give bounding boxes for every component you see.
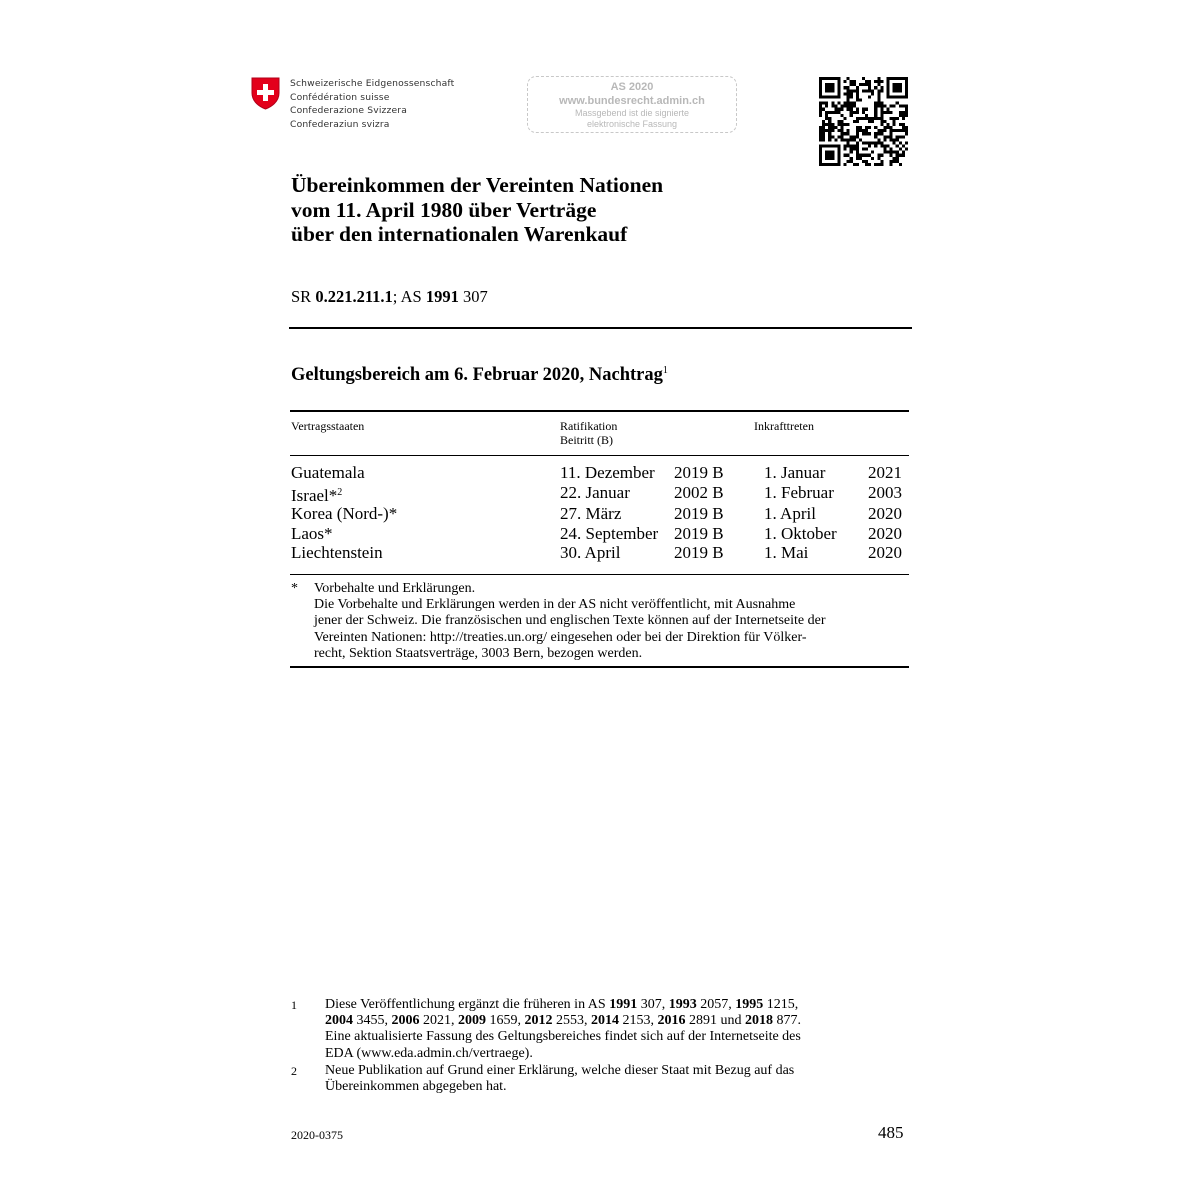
as-page: 307 — [458, 287, 488, 306]
ratification-date-cell — [560, 483, 630, 503]
state-cell — [291, 524, 333, 544]
entry-year-cell — [868, 543, 902, 563]
ratification-year-cell — [674, 463, 724, 483]
footnote-text-run: 1659, — [486, 1013, 525, 1029]
ratification-date-cell-text: 27. März — [560, 504, 622, 523]
stamp-volume: AS 2020 — [610, 81, 654, 93]
title-line-2: vom 11. April 1980 über Verträge — [291, 197, 597, 222]
section-footnote-ref: 1 — [662, 365, 668, 376]
footnote-2-text — [325, 1063, 905, 1095]
footnote-text-run: 877. — [773, 1013, 801, 1029]
state-cell-text: Liechtenstein — [291, 543, 383, 562]
stamp-note-1: Massgebend ist die signierte — [574, 108, 690, 118]
entry-year-cell-text: 2020 — [868, 504, 902, 523]
footnote-2-line-2: Übereinkommen abgegeben hat. — [325, 1079, 507, 1095]
title-line-3: über den internationalen Warenkauf — [291, 222, 628, 246]
official-collection-stamp — [527, 76, 737, 133]
footnote-text-run: 1215, — [763, 997, 799, 1012]
state-cell — [291, 483, 342, 506]
sr-prefix: SR — [291, 287, 316, 306]
state-cell — [291, 543, 383, 563]
table-end-rule — [290, 666, 909, 668]
footnote-1-line — [325, 1046, 905, 1062]
note-body — [314, 581, 909, 662]
as-volume-year: 2014 — [591, 1013, 619, 1029]
state-cell — [291, 463, 365, 483]
footnote-1-line — [325, 997, 905, 1013]
federation-name-de: Schweizerische Eidgenossenschaft — [290, 78, 455, 89]
table-top-rule — [290, 410, 909, 412]
footnote-text-run: Diese Veröffentlichung ergänzt die früheren in AS — [325, 997, 610, 1012]
document-id: 2020-0375 — [291, 1128, 343, 1142]
entry-date-cell — [764, 543, 808, 563]
entry-date-cell-text: 1. Oktober — [764, 524, 837, 543]
footnote-text-run: Eine aktualisierte Fassung des Geltungsbereiches findet sich auf der Internetseite des — [325, 1029, 801, 1045]
section-heading — [291, 365, 668, 386]
federation-name-it: Confederazione Svizzera — [290, 105, 408, 117]
footnote-text-run: 2891 und — [685, 1013, 745, 1029]
reference-separator: ; AS — [392, 287, 426, 306]
table-bottom-rule — [290, 574, 909, 575]
entry-year-cell — [868, 463, 902, 483]
entry-date-cell — [764, 524, 837, 544]
table-header-rule — [290, 455, 909, 456]
as-volume-year: 1991 — [609, 997, 638, 1012]
as-volume-year: 2004 — [325, 1013, 353, 1029]
ratification-year-cell — [674, 504, 724, 524]
footnote-text-run: EDA (www.eda.admin.ch/vertraege). — [325, 1045, 533, 1061]
swiss-cross-icon — [251, 77, 280, 110]
ratification-year-cell — [674, 524, 724, 544]
document-title — [291, 173, 851, 247]
ratification-date-cell-text: 11. Dezember — [560, 463, 655, 482]
footnote-2-number: 2 — [291, 1064, 297, 1078]
ratification-date-cell — [560, 504, 621, 524]
ratification-year-cell-text: 2019 B — [674, 524, 724, 543]
as-volume-year: 2009 — [458, 1013, 486, 1029]
ratification-date-cell — [560, 524, 658, 544]
sr-number: 0.221.211.1 — [315, 287, 393, 306]
note-marker: * — [291, 581, 298, 596]
note-line-1: Vorbehalte und Erklärungen. — [314, 581, 476, 596]
as-volume-year: 2016 — [657, 1013, 686, 1029]
entry-year-cell-text: 2021 — [868, 463, 902, 482]
stamp-note-2: elektronische Fassung — [586, 119, 678, 129]
reference-line — [291, 287, 488, 307]
page-number: 485 — [878, 1123, 904, 1142]
as-volume-year: 2018 — [745, 1013, 773, 1029]
as-year: 1991 — [425, 287, 459, 306]
federation-names — [290, 77, 454, 131]
ratification-date-cell-text: 24. September — [560, 524, 659, 543]
state-footnote-ref: 2 — [337, 487, 343, 498]
title-divider — [289, 327, 912, 329]
state-cell-text: Israel* — [291, 486, 338, 505]
as-volume-year: 2006 — [391, 1013, 420, 1029]
section-heading-text: Geltungsbereich am 6. Februar 2020, Nachtrag — [291, 365, 663, 385]
entry-date-cell — [764, 463, 825, 483]
note-line-4: Vereinten Nationen: http://treaties.un.org/ eingesehen oder bei der Direktion für Völker- — [314, 629, 807, 645]
entry-year-cell — [868, 504, 902, 524]
entry-date-cell-text: 1. Januar — [764, 463, 826, 482]
as-volume-year: 2012 — [524, 1013, 553, 1029]
as-volume-year: 1993 — [668, 997, 697, 1012]
entry-date-cell-text: 1. Februar — [764, 483, 834, 502]
as-volume-year: 1995 — [735, 997, 764, 1012]
federation-name-fr: Confédération suisse — [290, 91, 390, 103]
footnote-text-run: 2153, — [619, 1013, 658, 1029]
qr-code-icon — [819, 77, 908, 166]
state-cell-text: Korea (Nord-)* — [291, 504, 398, 523]
entry-year-cell-text: 2020 — [868, 524, 902, 543]
footnote-1-number: 1 — [291, 998, 297, 1012]
header-states: Vertragsstaaten — [291, 419, 365, 433]
footnote-text-run: 2021, — [419, 1013, 458, 1029]
ratification-date-cell-text: 30. April — [560, 543, 621, 562]
federation-name-rm: Confederaziun svizra — [290, 118, 390, 130]
footnote-1-line — [325, 1029, 905, 1045]
ratification-year-cell-text: 2019 B — [674, 543, 724, 562]
note-line-5: recht, Sektion Staatsverträge, 3003 Bern, bezogen werden. — [314, 645, 643, 661]
note-line-2: Die Vorbehalte und Erklärungen werden in der AS nicht veröffentlicht, mit Ausnahme — [314, 597, 796, 613]
ratification-date-cell-text: 22. Januar — [560, 483, 630, 502]
state-cell-text: Guatemala — [291, 463, 365, 482]
entry-date-cell-text: 1. Mai — [764, 543, 809, 562]
ratification-year-cell — [674, 543, 724, 563]
footnote-text-run: 3455, — [353, 1013, 392, 1029]
entry-year-cell — [868, 483, 902, 503]
header-ratification-line2: Beitritt (B) — [560, 432, 613, 447]
ratification-year-cell-text: 2019 B — [674, 463, 724, 482]
footnote-1-text — [325, 997, 905, 1062]
header-entry-into-force: Inkrafttreten — [754, 419, 814, 433]
title-line-1: Übereinkommen der Vereinten Nationen — [291, 173, 664, 197]
state-cell — [291, 504, 397, 524]
stamp-url: www.bundesrecht.admin.ch — [559, 95, 705, 107]
ratification-date-cell — [560, 543, 620, 563]
ratification-year-cell-text: 2002 B — [674, 483, 724, 502]
ratification-year-cell — [674, 483, 724, 503]
ratification-year-cell-text: 2019 B — [674, 504, 724, 523]
entry-year-cell-text: 2020 — [868, 543, 902, 562]
header-ratification-line1: Ratifikation — [560, 419, 618, 433]
entry-date-cell — [764, 483, 834, 503]
note-line-3: jener der Schweiz. Die französischen und englischen Texte können auf der Internetseite der — [314, 613, 826, 629]
footnote-text-run: 2553, — [552, 1013, 591, 1029]
ratification-date-cell — [560, 463, 655, 483]
footnote-text-run: 307, — [637, 997, 669, 1012]
entry-date-cell-text: 1. April — [764, 504, 816, 523]
header-ratification — [560, 420, 617, 447]
entry-year-cell-text: 2003 — [868, 483, 902, 502]
state-cell-text: Laos* — [291, 524, 333, 543]
footnote-2-line-1: Neue Publikation auf Grund einer Erklärung, welche dieser Staat mit Bezug auf das — [325, 1063, 795, 1078]
entry-date-cell — [764, 504, 816, 524]
entry-year-cell — [868, 524, 902, 544]
footnote-1-line — [325, 1013, 905, 1029]
footnote-text-run: 2057, — [696, 997, 736, 1012]
